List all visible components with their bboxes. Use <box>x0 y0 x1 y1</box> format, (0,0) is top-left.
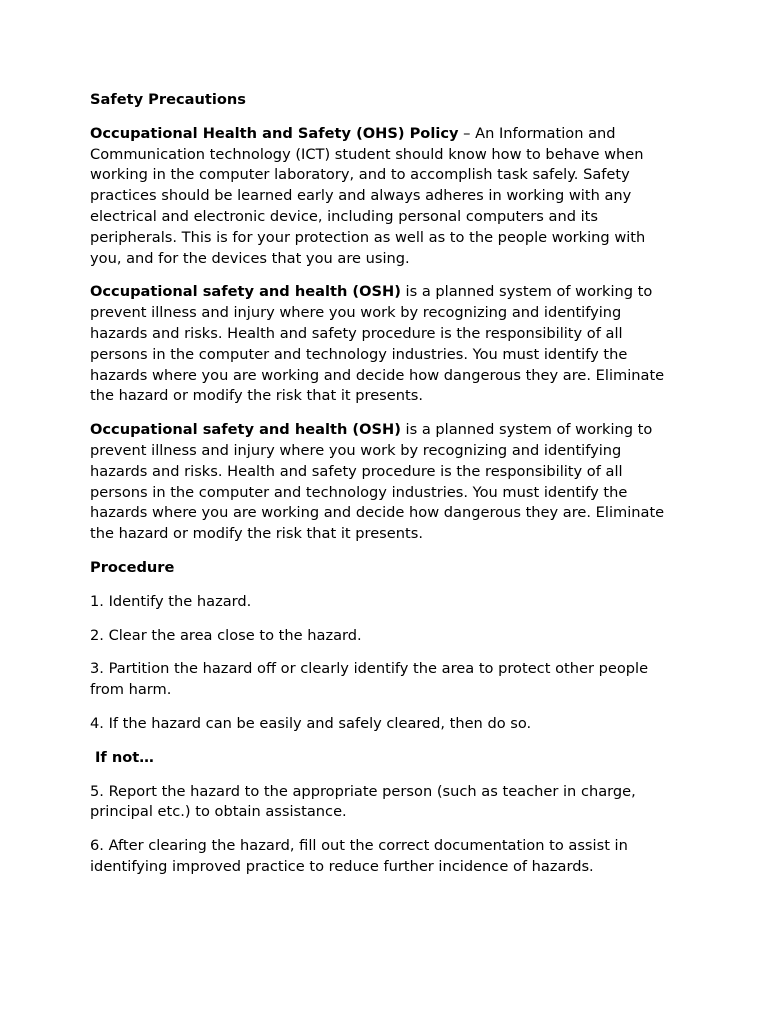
osh-text-2: is a planned system of working to prevent illness and injury where you work by recognizing and identifying hazards and risks. Health and safety procedure is the responsibility of all persons in the computer and technology industries. You must identify the hazards where you are working and decide how dangerous they are. Eliminate the hazard or modify the risk that it presents. <box>90 421 665 543</box>
procedure-step: 6. After clearing the hazard, fill out the correct documentation to assist in identifying improved practice to reduce further incidence of hazards. <box>90 837 628 875</box>
ohs-policy-term: Occupational Health and Safety (OHS) Policy <box>90 124 459 142</box>
osh-term-2: Occupational safety and health (OSH) <box>90 421 401 439</box>
osh-text-1: is a planned system of working to prevent illness and injury where you work by recognizing and identifying hazards and risks. Health and safety procedure is the responsibility of all persons in the computer and technology industries. You must identify the hazards where you are working and decide how dangerous they are. Eliminate the hazard or modify the risk that it presents. <box>90 283 665 405</box>
procedure-step: 5. Report the hazard to the appropriate person (such as teacher in charge, principal etc.) to obtain assistance. <box>90 782 636 821</box>
ohs-policy-text: – An Information and Communication technology (ICT) student should know how to behave when working in the computer laboratory, and to accomplish task safely. Safety practices should be learned early and always adheres in working with any electrical and electronic device, including personal computers and its peripherals. This is for your protection as well as to the people working with you, and for the devices that you are using. <box>90 124 646 267</box>
osh-paragraph-1 <box>90 282 680 407</box>
osh-paragraph-2 <box>90 420 680 545</box>
procedure-step: 1. Identify the hazard. <box>90 592 252 610</box>
procedure-step: 4. If the hazard can be easily and safely cleared, then do so. <box>90 714 532 732</box>
document-body <box>90 90 680 891</box>
osh-term-1: Occupational safety and health (OSH) <box>90 283 401 301</box>
if-not-heading: If not… <box>95 748 154 766</box>
document-title: Safety Precautions <box>90 91 246 108</box>
procedure-heading: Procedure <box>90 558 175 576</box>
procedure-step: 2. Clear the area close to the hazard. <box>90 626 362 644</box>
procedure-step: 3. Partition the hazard off or clearly identify the area to protect other people from harm. <box>90 660 649 699</box>
ohs-policy-paragraph <box>90 124 680 270</box>
